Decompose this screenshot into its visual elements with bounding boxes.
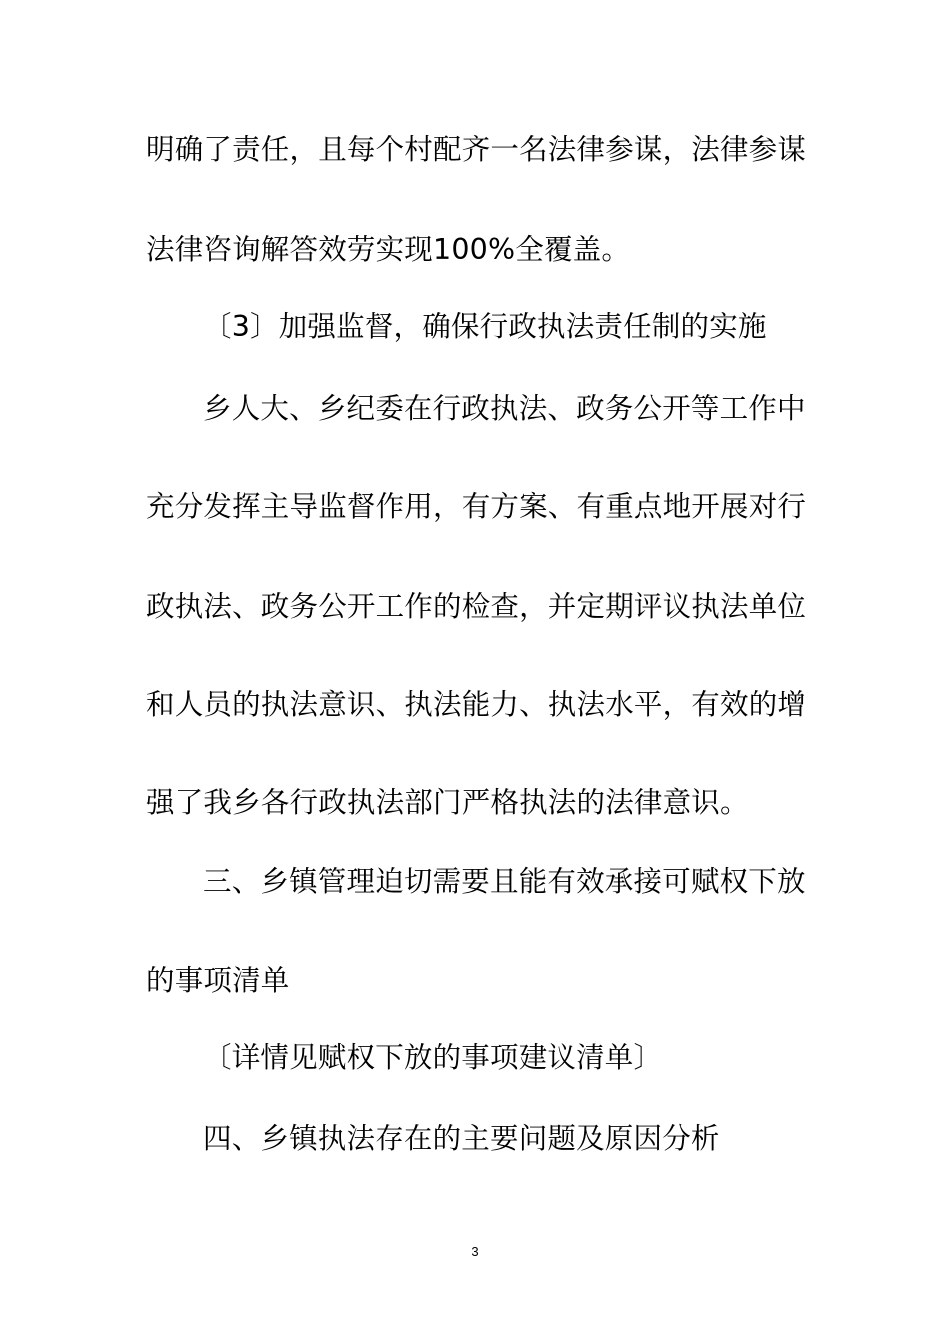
body-text-line: 强了我乡各行政执法部门严格执法的法律意识。 <box>146 786 749 819</box>
section-heading: 三、乡镇管理迫切需要且能有效承接可赋权下放 <box>203 865 806 898</box>
body-text-line: 政执法、政务公开工作的检查，并定期评议执法单位 <box>146 590 807 623</box>
body-text-line: 和人员的执法意识、执法能力、执法水平，有效的增 <box>146 688 807 721</box>
paragraph-first-line: 乡人大、乡纪委在行政执法、政务公开等工作中 <box>203 392 806 425</box>
detail-note: 〔详情见赋权下放的事项建议清单〕 <box>203 1041 663 1074</box>
body-text-line: 明确了责任，且每个村配齐一名法律参谋，法律参谋 <box>146 133 807 166</box>
section-heading-continuation: 的事项清单 <box>146 964 290 997</box>
body-text-line: 法律咨询解答效劳实现100%全覆盖。 <box>146 233 631 266</box>
section-heading: 四、乡镇执法存在的主要问题及原因分析 <box>203 1122 720 1155</box>
body-text-line: 充分发挥主导监督作用，有方案、有重点地开展对行 <box>146 490 807 523</box>
page-number: 3 <box>471 1244 479 1259</box>
subsection-heading: 〔3〕加强监督，确保行政执法责任制的实施 <box>203 310 767 343</box>
